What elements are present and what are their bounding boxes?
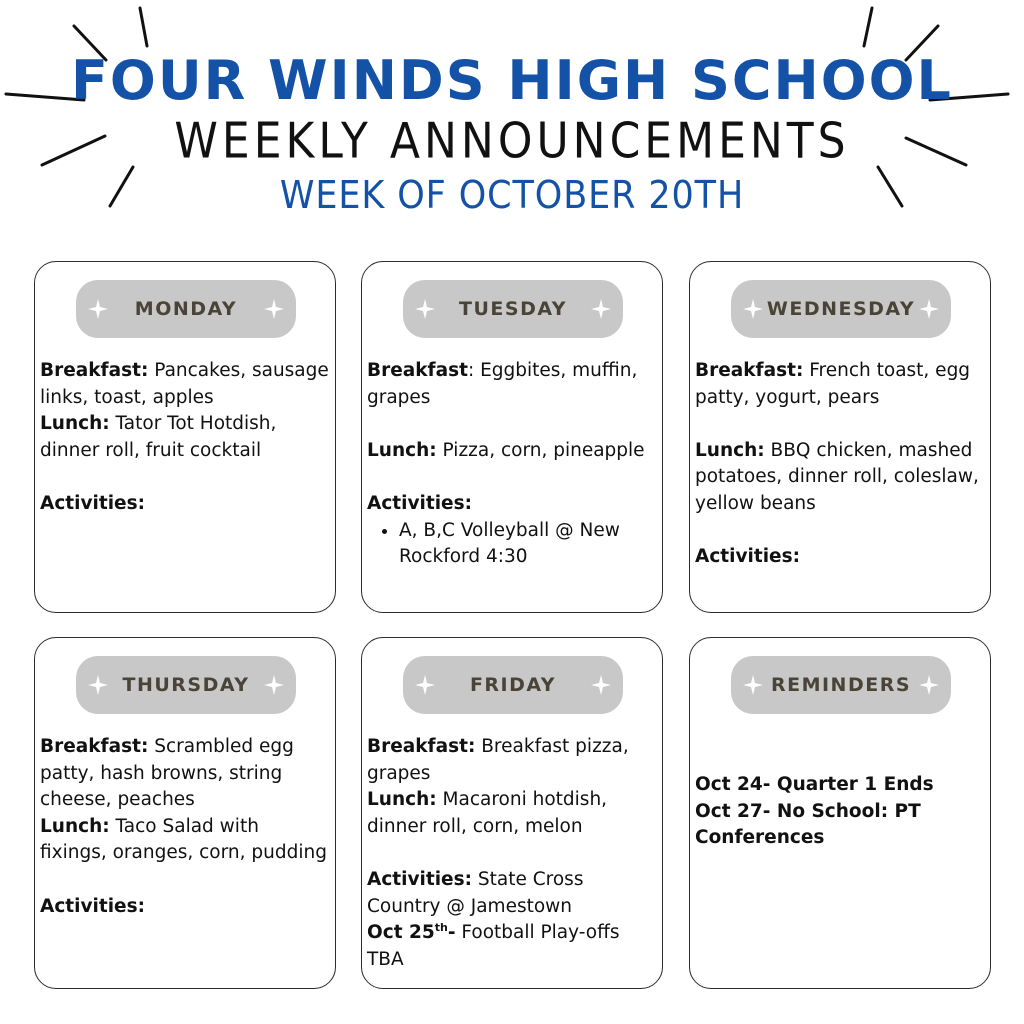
lunch-line: Lunch: Pizza, corn, pineapple (367, 439, 645, 461)
breakfast-line: Breakfast: Eggbites, muffin, grapes (367, 360, 638, 408)
sparkle-icon (743, 299, 763, 319)
monday-content (40, 358, 331, 518)
breakfast-line: Breakfast: Scrambled egg patty, hash browns, string cheese, peaches (40, 736, 294, 811)
thursday-card (34, 637, 336, 989)
tuesday-header-pill (403, 280, 623, 338)
list-item: • A, B,C Volleyball @ New Rockford 4:30 (399, 518, 658, 571)
sparkle-icon (743, 675, 763, 695)
tuesday-card (361, 261, 663, 613)
reminder-item: Oct 24- Quarter 1 Ends (695, 774, 934, 795)
wednesday-content (695, 358, 986, 571)
wednesday-header-pill (731, 280, 951, 338)
tuesday-content (367, 358, 658, 571)
reminders-label: REMINDERS (770, 674, 912, 696)
day-label: TUESDAY (459, 298, 567, 320)
breakfast-line: Breakfast: Breakfast pizza, grapes (367, 736, 629, 784)
sparkle-icon (919, 299, 939, 319)
activities-line: Activities: (40, 895, 146, 917)
friday-card (361, 637, 663, 989)
monday-header-pill (76, 280, 296, 338)
lunch-line: Lunch: Tator Tot Hotdish, dinner roll, fruit cocktail (40, 413, 277, 461)
activities-line: Activities: State Cross Country @ Jamestown (367, 868, 584, 917)
extra-event-line: Oct 25th- Football Play-offs TBA (367, 921, 620, 970)
day-label: THURSDAY (122, 674, 250, 696)
wednesday-card (689, 261, 991, 613)
sparkle-icon (88, 299, 108, 319)
friday-content (367, 734, 658, 973)
sparkle-icon (415, 675, 435, 695)
day-label: FRIDAY (469, 674, 557, 696)
thursday-content (40, 734, 331, 920)
reminder-item: Oct 27- No School: PT Conferences (695, 800, 921, 849)
activities-list (367, 518, 658, 571)
week-of-label: WEEK OF OCTOBER 20TH (279, 173, 745, 217)
day-label: WEDNESDAY (766, 298, 916, 320)
sparkle-icon (264, 675, 284, 695)
day-label: MONDAY (134, 298, 238, 320)
reminders-header-pill (731, 656, 951, 714)
activities-line: Activities: (40, 492, 146, 514)
monday-card (34, 261, 336, 613)
school-name: FOUR WINDS HIGH SCHOOL (71, 49, 953, 112)
activities-line: Activities: (367, 492, 473, 514)
sparkle-icon (591, 675, 611, 695)
sparkle-icon (415, 299, 435, 319)
sparkle-icon (591, 299, 611, 319)
reminders-card (689, 637, 991, 989)
lunch-line: Lunch: Taco Salad with fixings, oranges, corn, pudding (40, 815, 327, 864)
page-subtitle: WEEKLY ANNOUNCEMENTS (174, 112, 850, 170)
friday-header-pill (403, 656, 623, 714)
sparkle-icon (919, 675, 939, 695)
breakfast-line: Breakfast: Pancakes, sausage links, toast, apples (40, 360, 329, 408)
sparkle-icon (264, 299, 284, 319)
thursday-header-pill (76, 656, 296, 714)
activities-line: Activities: (695, 546, 801, 568)
lunch-line: Lunch: Macaroni hotdish, dinner roll, corn, melon (367, 789, 608, 837)
breakfast-line: Breakfast: French toast, egg patty, yogurt, pears (695, 360, 971, 408)
sparkle-icon (88, 675, 108, 695)
lunch-line: Lunch: BBQ chicken, mashed potatoes, dinner roll, coleslaw, yellow beans (695, 439, 979, 514)
reminders-content (695, 772, 986, 852)
